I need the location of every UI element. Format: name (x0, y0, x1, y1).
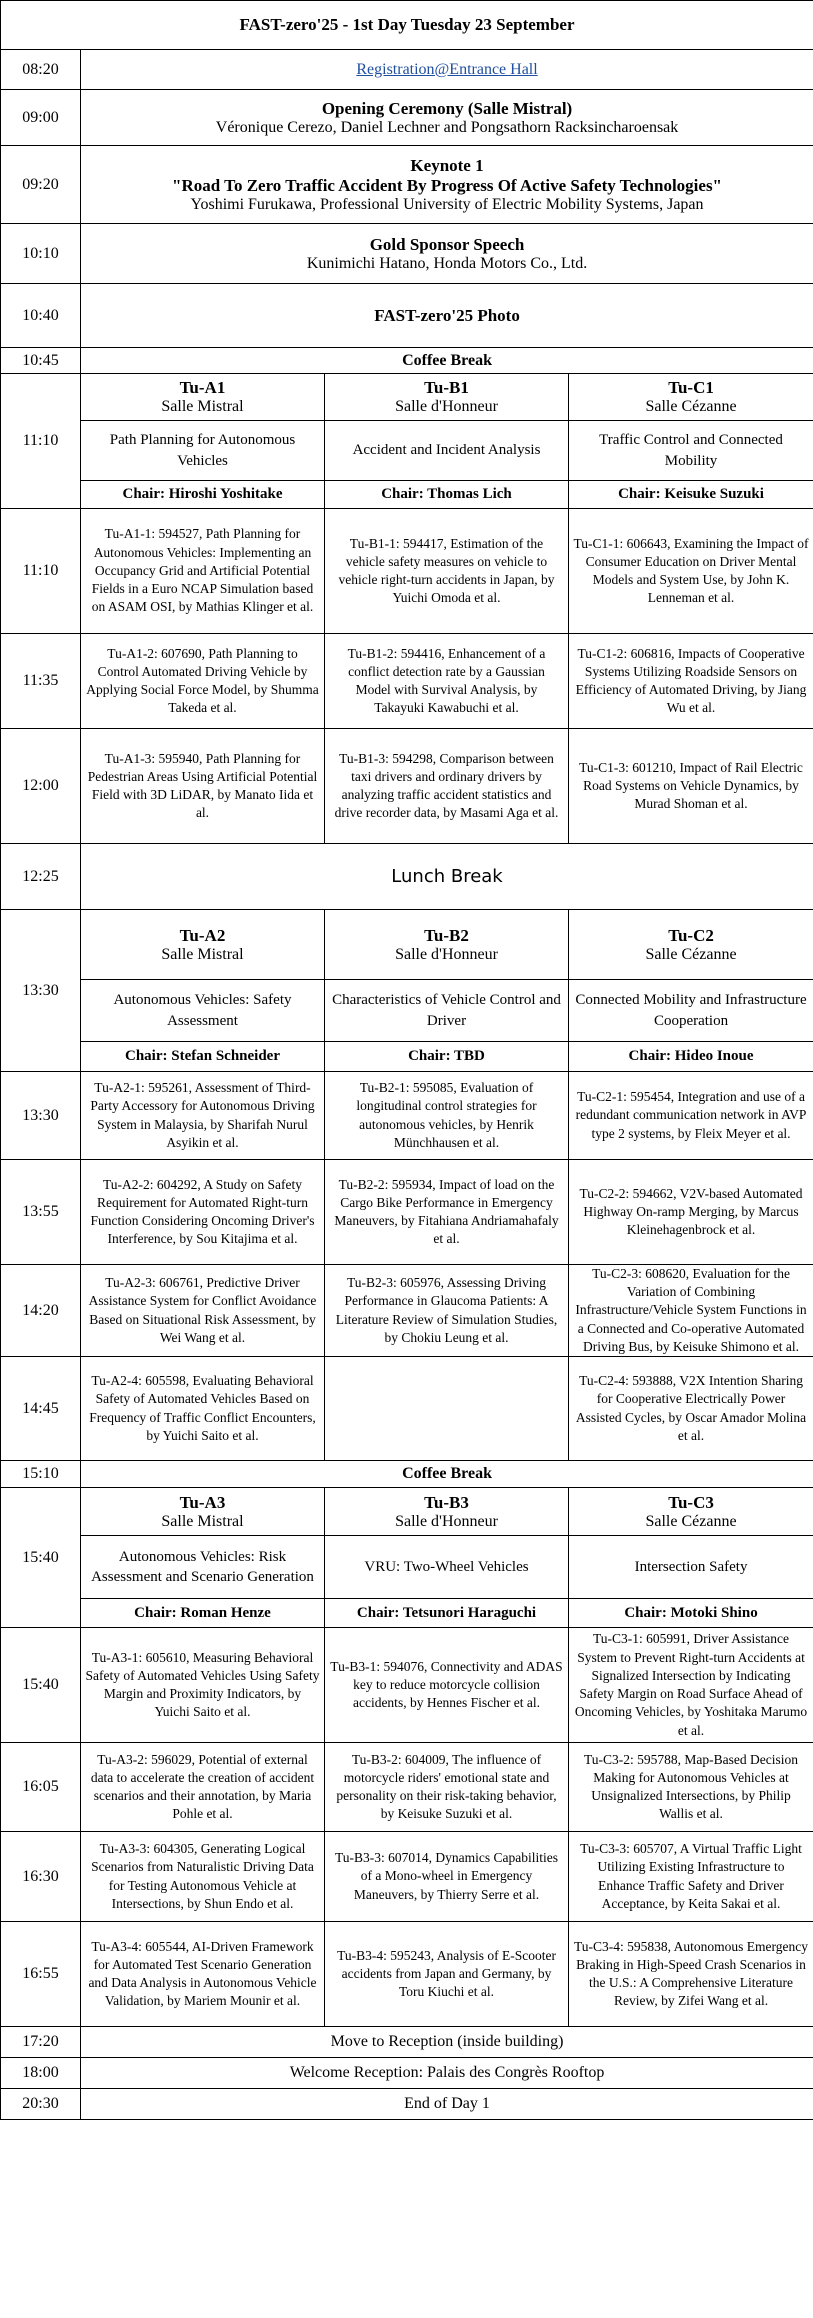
paper-row (1, 1743, 813, 1832)
plenary-row (1, 284, 813, 348)
time-cell: 16:05 (1, 1743, 81, 1832)
session-code: Tu-B1 (424, 378, 469, 397)
paper-row (1, 1357, 813, 1461)
session-chair: Chair: Roman Henze (81, 1599, 325, 1628)
paper-row (1, 1628, 813, 1743)
keynote-cell (81, 146, 813, 224)
session-topic-row (1, 980, 813, 1042)
session-topic: Characteristics of Vehicle Control and Driver (325, 980, 569, 1042)
paper-row (1, 1922, 813, 2027)
closing-row (1, 2089, 813, 2120)
time-cell: 16:55 (1, 1922, 81, 2027)
lunch-row (1, 844, 813, 910)
paper-cell: Tu-C1-2: 606816, Impacts of Cooperative Systems Utilizing Roadside Sensors on Efficiency of Automated Driving, by Jiang Wu et al. (569, 634, 813, 729)
paper-cell: Tu-A2-2: 604292, A Study on Safety Requirement for Automated Right-turn Function Considering Oncoming Driver's Interference, by Sou Kitajima et al. (81, 1160, 325, 1265)
session-code: Tu-B2 (424, 925, 469, 945)
time-cell: 11:35 (1, 634, 81, 729)
time-cell: 08:20 (1, 50, 81, 90)
event-speakers: Kunimichi Hatano, Honda Motors Co., Ltd. (306, 254, 588, 272)
paper-cell: Tu-A2-3: 606761, Predictive Driver Assistance System for Conflict Avoidance Based on Situational Risk Assessment, by Wei Wang et al. (81, 1265, 325, 1357)
photo-cell: FAST-zero'25 Photo (81, 284, 813, 348)
time-cell: 11:10 (1, 509, 81, 634)
session-code: Tu-C2 (668, 925, 714, 945)
paper-row (1, 634, 813, 729)
plenary-row (1, 90, 813, 146)
session-room: Salle Cézanne (645, 945, 737, 963)
session-cell (569, 1488, 813, 1536)
session-header-row (1, 910, 813, 980)
event-speakers: Véronique Cerezo, Daniel Lechner and Pongsathorn Racksincharoensak (215, 118, 679, 136)
time-cell: 10:10 (1, 224, 81, 284)
paper-cell: Tu-B3-3: 607014, Dynamics Capabilities of a Mono-wheel in Emergency Maneuvers, by Thierry Serre et al. (325, 1832, 569, 1922)
session-chair: Chair: Hiroshi Yoshitake (81, 481, 325, 509)
coffee-break-cell: Coffee Break (81, 348, 813, 374)
lunch-break-cell: Lunch Break (81, 844, 813, 910)
session-chair-row (1, 1042, 813, 1072)
closing-row (1, 2058, 813, 2089)
paper-cell: Tu-C2-2: 594662, V2V-based Automated Highway On-ramp Merging, by Marcus Kleinehagenbrock et al. (569, 1160, 813, 1265)
event-title: Opening Ceremony (Salle Mistral) (321, 98, 573, 118)
time-cell: 13:30 (1, 1072, 81, 1160)
session-chair-row (1, 1599, 813, 1628)
session-topic: Traffic Control and Connected Mobility (569, 421, 813, 481)
paper-cell: Tu-C2-3: 608620, Evaluation for the Variation of Combining Infrastructure/Vehicle System Functions in a Connected and Co-operative Automated Driving Bus, by Keisuke Shimono et al. (569, 1265, 813, 1357)
session-topic: Autonomous Vehicles: Risk Assessment and Scenario Generation (81, 1536, 325, 1599)
session-topic: Accident and Incident Analysis (325, 421, 569, 481)
paper-cell: Tu-A2-4: 605598, Evaluating Behavioral Safety of Automated Vehicles Based on Frequency of Traffic Conflict Encounters, by Yuichi Saito et al. (81, 1357, 325, 1461)
paper-cell: Tu-A1-3: 595940, Path Planning for Pedestrian Areas Using Artificial Potential Field with 3D LiDAR, by Manato Iida et al. (81, 729, 325, 844)
session-topic-row (1, 1536, 813, 1599)
session-topic: Connected Mobility and Infrastructure Cooperation (569, 980, 813, 1042)
registration-link[interactable]: Registration@Entrance Hall (356, 60, 538, 78)
session-chair: Chair: Motoki Shino (569, 1599, 813, 1628)
session-topic-row (1, 421, 813, 481)
paper-row (1, 1160, 813, 1265)
paper-cell: Tu-B1-1: 594417, Estimation of the vehicle safety measures on vehicle to vehicle right-turn accidents in Japan, by Yuichi Omoda et al. (325, 509, 569, 634)
paper-cell: Tu-B1-3: 594298, Comparison between taxi drivers and ordinary drivers by analyzing traffic accident statistics and drive recorder data, by Masami Aga et al. (325, 729, 569, 844)
session-topic: Intersection Safety (569, 1536, 813, 1599)
session-cell (325, 1488, 569, 1536)
paper-cell: Tu-B2-2: 595934, Impact of load on the Cargo Bike Performance in Emergency Maneuvers, by Fitahiana Andriamahafaly et al. (325, 1160, 569, 1265)
session-code: Tu-A2 (179, 925, 226, 945)
session-chair: Chair: TBD (325, 1042, 569, 1072)
registration-cell (81, 50, 813, 90)
paper-cell: Tu-A2-1: 595261, Assessment of Third-Party Accessory for Autonomous Driving System in Malaysia, by Sharifah Nurul Asyikin et al. (81, 1072, 325, 1160)
session-chair: Chair: Stefan Schneider (81, 1042, 325, 1072)
coffee-break-cell: Coffee Break (81, 1461, 813, 1488)
time-cell: 14:20 (1, 1265, 81, 1357)
session-topic: Path Planning for Autonomous Vehicles (81, 421, 325, 481)
session-cell (569, 374, 813, 421)
time-cell: 17:20 (1, 2027, 81, 2058)
paper-cell: Tu-A1-2: 607690, Path Planning to Control Automated Driving Vehicle by Applying Social Force Model, by Shumma Takeda et al. (81, 634, 325, 729)
time-cell: 16:30 (1, 1832, 81, 1922)
session-room: Salle Cézanne (645, 1512, 737, 1530)
event-title: Keynote 1 (410, 155, 484, 175)
time-cell: 18:00 (1, 2058, 81, 2089)
keynote-title: "Road To Zero Traffic Accident By Progress Of Active Safety Technologies" (172, 175, 722, 195)
session-topic: VRU: Two-Wheel Vehicles (325, 1536, 569, 1599)
session-chair: Chair: Keisuke Suzuki (569, 481, 813, 509)
closing-event-cell: Welcome Reception: Palais des Congrès Rooftop (81, 2058, 813, 2089)
session-room: Salle Mistral (161, 945, 244, 963)
time-cell: 13:55 (1, 1160, 81, 1265)
session-chair-row (1, 481, 813, 509)
session-code: Tu-A3 (179, 1492, 226, 1512)
session-cell (569, 910, 813, 980)
session-chair: Chair: Hideo Inoue (569, 1042, 813, 1072)
session-room: Salle d'Honneur (395, 398, 498, 415)
session-chair: Chair: Thomas Lich (325, 481, 569, 509)
schedule-header-row (1, 1, 813, 50)
session-cell (325, 910, 569, 980)
plenary-row (1, 146, 813, 224)
time-cell: 15:40 (1, 1488, 81, 1628)
session-header-row (1, 1488, 813, 1536)
session-cell (81, 374, 325, 421)
plenary-row (1, 224, 813, 284)
paper-cell: Tu-C3-2: 595788, Map-Based Decision Making for Autonomous Vehicles at Unsignalized Intersections, by Philip Wallis et al. (569, 1743, 813, 1832)
paper-cell: Tu-C3-4: 595838, Autonomous Emergency Braking in High-Speed Crash Scenarios in the U.S.: A Comprehensive Literature Review, by Zifei Wang et al. (569, 1922, 813, 2027)
time-cell: 11:10 (1, 374, 81, 509)
paper-row (1, 1832, 813, 1922)
paper-cell-empty (325, 1357, 569, 1461)
sponsor-speech-cell (81, 224, 813, 284)
paper-cell: Tu-C2-4: 593888, V2X Intention Sharing for Cooperative Electrically Power Assisted Cycles, by Oscar Amador Molina et al. (569, 1357, 813, 1461)
time-cell: 15:10 (1, 1461, 81, 1488)
time-cell: 10:45 (1, 348, 81, 374)
paper-cell: Tu-B3-1: 594076, Connectivity and ADAS key to reduce motorcycle collision accidents, by Hennes Fischer et al. (325, 1628, 569, 1743)
session-topic: Autonomous Vehicles: Safety Assessment (81, 980, 325, 1042)
opening-ceremony-cell (81, 90, 813, 146)
plenary-row (1, 348, 813, 374)
session-code: Tu-C3 (668, 1492, 714, 1512)
session-room: Salle Mistral (161, 398, 244, 415)
session-cell (81, 910, 325, 980)
closing-event-cell: Move to Reception (inside building) (81, 2027, 813, 2058)
session-room: Salle d'Honneur (395, 1512, 498, 1530)
paper-cell: Tu-B3-4: 595243, Analysis of E-Scooter accidents from Japan and Germany, by Toru Kiuchi et al. (325, 1922, 569, 2027)
paper-row (1, 729, 813, 844)
session-code: Tu-C1 (668, 378, 714, 397)
paper-cell: Tu-A3-2: 596029, Potential of external data to accelerate the creation of accident scenarios and their annotation, by Maria Pohle et al. (81, 1743, 325, 1832)
page-title: FAST-zero'25 - 1st Day Tuesday 23 September (1, 1, 813, 50)
plenary-row (1, 50, 813, 90)
paper-cell: Tu-A3-1: 605610, Measuring Behavioral Safety of Automated Vehicles Using Safety Margin and Proximity Indicators, by Yuichi Saito et al. (81, 1628, 325, 1743)
session-room: Salle Mistral (161, 1512, 244, 1530)
paper-cell: Tu-B2-1: 595085, Evaluation of longitudinal control strategies for autonomous vehicles, by Henrik Münchhausen et al. (325, 1072, 569, 1160)
paper-cell: Tu-C2-1: 595454, Integration and use of a redundant communication network in AVP type 2 systems, by Fleix Meyer et al. (569, 1072, 813, 1160)
time-cell: 13:30 (1, 910, 81, 1072)
time-cell: 10:40 (1, 284, 81, 348)
session-chair: Chair: Tetsunori Haraguchi (325, 1599, 569, 1628)
time-cell: 20:30 (1, 2089, 81, 2120)
paper-cell: Tu-C1-3: 601210, Impact of Rail Electric Road Systems on Vehicle Dynamics, by Murad Shoman et al. (569, 729, 813, 844)
time-cell: 15:40 (1, 1628, 81, 1743)
paper-cell: Tu-C3-3: 605707, A Virtual Traffic Light Utilizing Existing Infrastructure to Enhance Traffic Safety and Driver Acceptance, by Keita Sakai et al. (569, 1832, 813, 1922)
coffee-row (1, 1461, 813, 1488)
paper-cell: Tu-A1-1: 594527, Path Planning for Autonomous Vehicles: Implementing an Occupancy Grid and Artificial Potential Fields in a Euro NCAP Simulation based on ASAM OSI, by Mathias Klinger et al. (81, 509, 325, 634)
paper-cell: Tu-A3-3: 604305, Generating Logical Scenarios from Naturalistic Driving Data for Testing Autonomous Vehicle at Intersections, by Shun Endo et al. (81, 1832, 325, 1922)
time-cell: 12:00 (1, 729, 81, 844)
event-title: Gold Sponsor Speech (369, 234, 525, 254)
time-cell: 09:00 (1, 90, 81, 146)
session-room: Salle d'Honneur (395, 945, 498, 963)
paper-cell: Tu-B3-2: 604009, The influence of motorcycle riders' emotional state and personality on their risk-taking behavior, by Keisuke Suzuki et al. (325, 1743, 569, 1832)
session-header-row (1, 374, 813, 421)
paper-cell: Tu-B1-2: 594416, Enhancement of a conflict detection rate by a Gaussian Model with Survival Analysis, by Takayuki Kawabuchi et al. (325, 634, 569, 729)
time-cell: 14:45 (1, 1357, 81, 1461)
paper-cell: Tu-A3-4: 605544, AI-Driven Framework for Automated Test Scenario Generation and Data Analysis in Autonomous Vehicle Validation, by Mariem Mounir et al. (81, 1922, 325, 2027)
closing-row (1, 2027, 813, 2058)
paper-cell: Tu-B2-3: 605976, Assessing Driving Performance in Glaucoma Patients: A Literature Review of Simulation Studies, by Chokiu Leung et al. (325, 1265, 569, 1357)
paper-row (1, 1265, 813, 1357)
session-code: Tu-B3 (424, 1492, 469, 1512)
session-cell (81, 1488, 325, 1536)
session-code: Tu-A1 (179, 378, 226, 397)
paper-row (1, 509, 813, 634)
event-speakers: Yoshimi Furukawa, Professional University of Electric Mobility Systems, Japan (190, 195, 704, 213)
paper-cell: Tu-C3-1: 605991, Driver Assistance System to Prevent Right-turn Accidents at Signalized Intersection by Indicating Safety Margin on Road Surface Ahead of Oncoming Vehicles, by Yoshitaka Marumo et al. (569, 1628, 813, 1743)
paper-row (1, 1072, 813, 1160)
time-cell: 12:25 (1, 844, 81, 910)
time-cell: 09:20 (1, 146, 81, 224)
paper-cell: Tu-C1-1: 606643, Examining the Impact of Consumer Education on Driver Mental Models and System Use, by John K. Lenneman et al. (569, 509, 813, 634)
session-cell (325, 374, 569, 421)
session-room: Salle Cézanne (645, 398, 737, 415)
closing-event-cell: End of Day 1 (81, 2089, 813, 2120)
